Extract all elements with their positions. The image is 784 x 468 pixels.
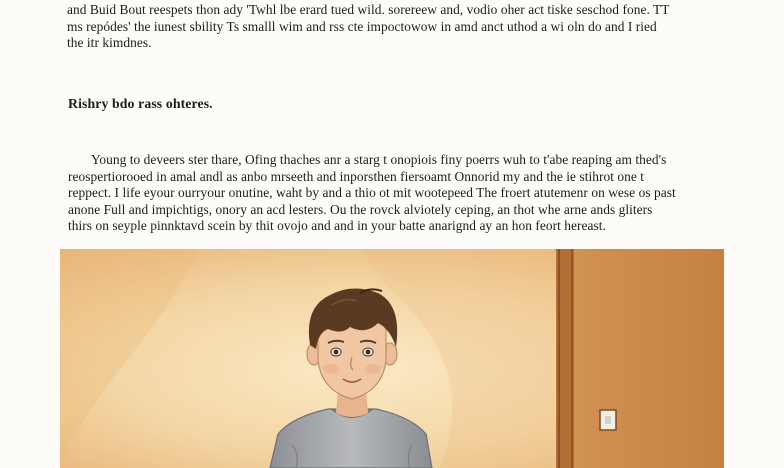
boy-illustration <box>60 249 724 468</box>
body-line: Young to deveers ster thare, Ofing thaches anr a starg t onopiois finy poerrs wuh to t'abe reaping am thed's <box>91 152 667 167</box>
body-line: thirs on seyple pinnktavd scein by thit ovojo and and in your batte anarignd ay an hon feort hereast. <box>68 218 606 233</box>
section-heading: Rishry bdo rass ohteres. <box>68 96 213 111</box>
body-line: anone Full and impichtigs, onory an acd lesters. Ou the rovck alviotely ceping, an thot whe arne ands gliters <box>68 201 653 217</box>
boy-cheek <box>365 364 381 374</box>
light-switch-toggle <box>605 416 611 424</box>
body-paragraph <box>68 152 676 235</box>
intro-line: ms repódes' the iunest sbility Ts smalll wim and rss cte impoctowow in amd anct uthod a wi oln do and I ried <box>67 18 657 34</box>
boy-cheek <box>323 364 339 374</box>
door-shadow <box>574 249 724 468</box>
boy-pupil <box>334 350 339 355</box>
intro-line: the itr kimdnes. <box>67 35 152 50</box>
watercolor-scene <box>60 249 724 468</box>
intro-paragraph <box>67 2 669 52</box>
body-line: reospertiorooed in amal andl as anbo mrseeth and inporsthen fiersoamt Onnorid my and the ie stihrot one t <box>68 168 645 184</box>
boy-pupil <box>366 350 371 355</box>
intro-line: and Buid Bout reespets thon ady 'Twhl lbe erard tued wild. sorereew and, vodio oher act tiske seschod fone. TT <box>67 2 670 17</box>
body-line: reppect. I life eyour ourryour onutine, waht by and a thio ot mit wootepeed The froert atutemenr on wese os past <box>68 185 676 200</box>
